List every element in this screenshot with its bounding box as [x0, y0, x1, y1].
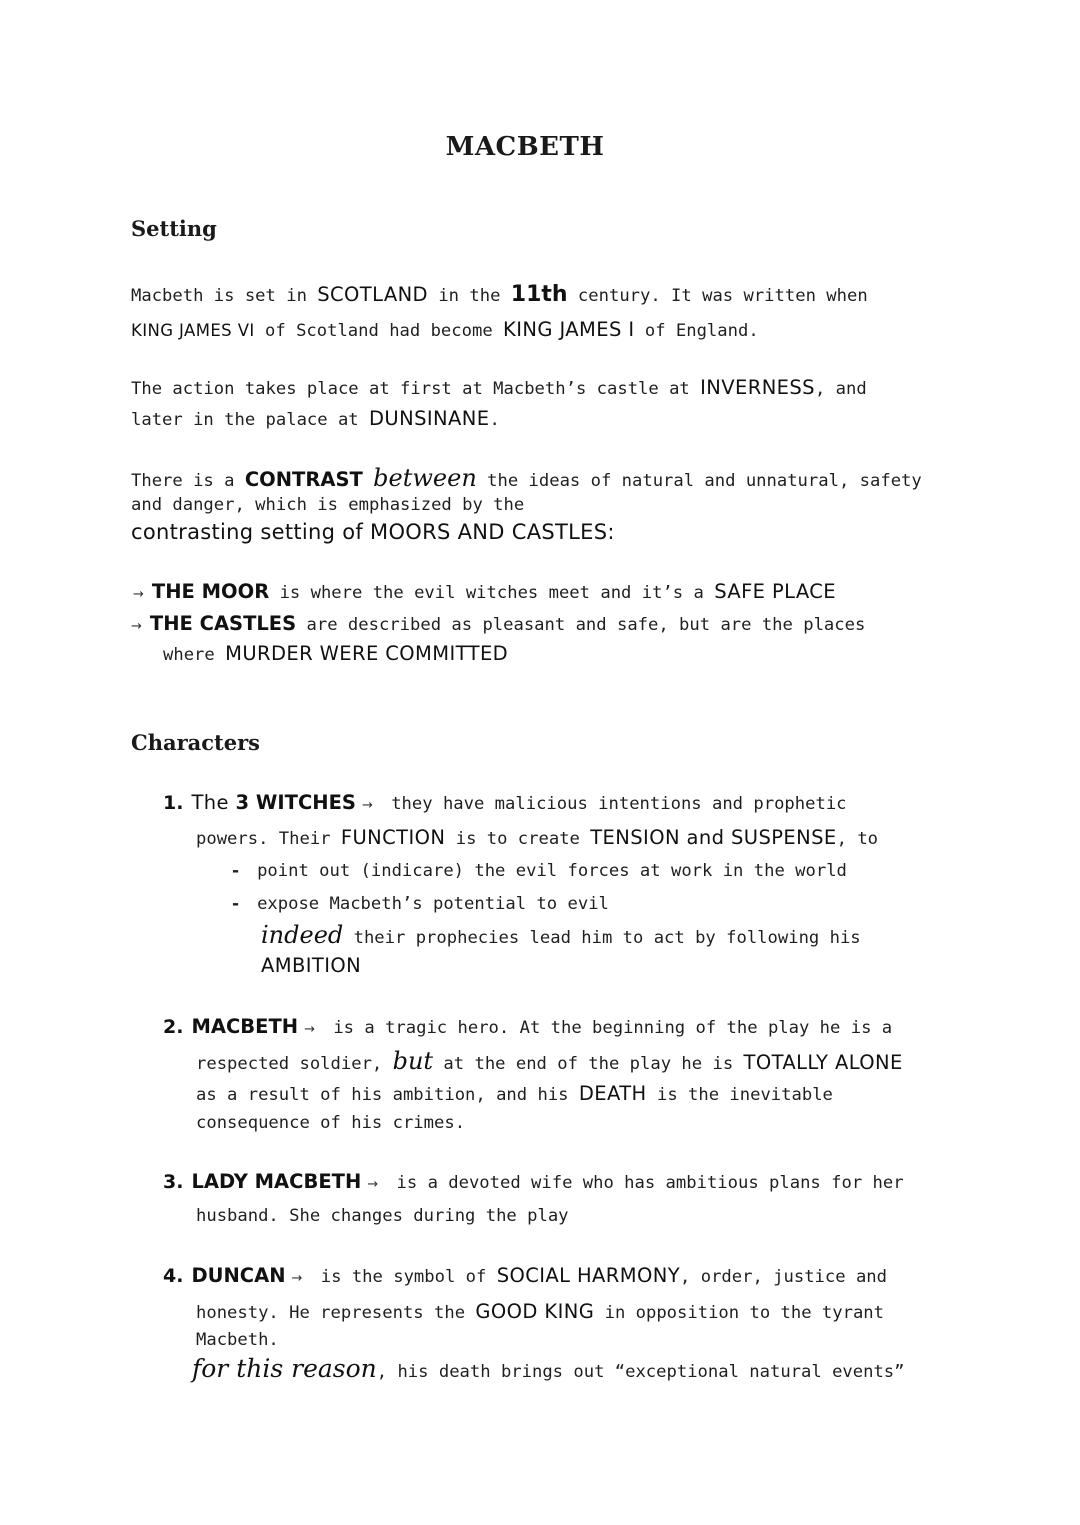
- text: of England.: [634, 321, 759, 341]
- text: in the: [427, 286, 511, 306]
- text: powers. Their: [196, 829, 341, 849]
- list-number: 4.: [163, 1265, 184, 1287]
- keyword-function: FUNCTION: [340, 826, 446, 849]
- character-duncan-line-3: [196, 1330, 279, 1350]
- text: where: [163, 645, 226, 665]
- handwritten-but: but: [392, 1047, 434, 1075]
- character-duncan-line-2: [196, 1300, 884, 1323]
- character-witches-sub-1: [232, 861, 847, 881]
- text: is a tragic hero. At the beginning of the play he is a: [322, 1018, 893, 1038]
- text: The: [191, 791, 236, 814]
- character-witches-sub-2: [232, 894, 609, 914]
- page-title: MACBETH: [445, 132, 605, 162]
- dash-bullet: -: [232, 894, 240, 914]
- text: There is a: [131, 471, 245, 491]
- text: the ideas of natural and unnatural, safety: [476, 471, 922, 491]
- keyword-king-james-vi: KING JAMES VI: [131, 321, 255, 340]
- text: are described as pleasant and safe, but are the places: [296, 615, 866, 635]
- text: , to: [836, 829, 879, 849]
- keyword-murder: MURDER WERE COMMITTED: [225, 642, 509, 665]
- setting-bullet-castles: [125, 612, 865, 635]
- keyword-ambition: AMBITION: [261, 954, 362, 977]
- setting-paragraph-1-line-2: [131, 318, 759, 341]
- character-witches-line-2: [196, 826, 878, 849]
- keyword-inverness: INVERNESS: [700, 376, 815, 399]
- list-number: 3.: [163, 1171, 184, 1193]
- character-witches-line-1: [163, 791, 847, 814]
- keyword-death: DEATH: [578, 1082, 647, 1105]
- setting-paragraph-3-line-3: [131, 520, 615, 544]
- handwritten-contrasting-setting: contrasting setting of MOORS AND CASTLES:: [131, 520, 615, 544]
- setting-paragraph-2-line-1: [131, 376, 867, 399]
- text: , and: [814, 379, 867, 399]
- keyword-lady-macbeth: LADY MACBETH: [191, 1170, 362, 1193]
- text: of Scotland had become: [254, 321, 504, 341]
- character-witches-sub-3-line-2: [261, 954, 361, 977]
- setting-bullet-moor: [127, 580, 836, 603]
- text: consequence of his crimes.: [196, 1113, 466, 1133]
- setting-heading: Setting: [131, 216, 217, 241]
- keyword-safe-place: SAFE PLACE: [714, 580, 837, 603]
- arrow-icon: →: [291, 1271, 303, 1286]
- keyword-dunsinane: DUNSINANE: [369, 407, 490, 430]
- keyword-macbeth: MACBETH: [191, 1015, 299, 1038]
- text: later in the palace at: [131, 410, 369, 430]
- text: respected soldier,: [196, 1054, 393, 1074]
- keyword-good-king: GOOD KING: [475, 1300, 595, 1323]
- handwritten-between: between: [373, 464, 477, 492]
- text: is where the evil witches meet and it’s a: [269, 583, 715, 603]
- text: honesty. He represents the: [196, 1303, 476, 1323]
- character-macbeth-line-4: [196, 1113, 465, 1133]
- text: is the inevitable: [646, 1085, 833, 1105]
- text: point out (indicare) the evil forces at work in the world: [257, 861, 847, 881]
- keyword-century: 11th: [510, 282, 568, 307]
- text: Macbeth is set in: [131, 286, 318, 306]
- setting-paragraph-3-line-1: [131, 464, 922, 492]
- handwritten-for-this-reason: for this reason: [192, 1354, 377, 1383]
- text: is the symbol of: [310, 1267, 497, 1287]
- keyword-the-castles: THE CASTLES: [149, 612, 297, 635]
- text: at the end of the play he is: [433, 1054, 744, 1074]
- arrow-icon: →: [131, 619, 142, 634]
- text: as a result of his ambition, and his: [196, 1085, 579, 1105]
- keyword-3-witches: 3 WITCHES: [235, 791, 356, 814]
- keyword-scotland: SCOTLAND: [317, 283, 428, 306]
- character-macbeth-line-3: [196, 1082, 833, 1105]
- keyword-duncan: DUNCAN: [191, 1264, 286, 1287]
- keyword-contrast: CONTRAST: [244, 468, 363, 491]
- keyword-king-james-i: KING JAMES I: [503, 318, 635, 341]
- text: and danger, which is emphasized by the: [131, 495, 525, 515]
- keyword-social-harmony: SOCIAL HARMONY: [496, 1264, 681, 1287]
- handwritten-indeed: indeed: [261, 921, 344, 949]
- text: in opposition to the tyrant: [594, 1303, 884, 1323]
- list-number: 1.: [163, 792, 184, 814]
- character-lady-macbeth-line-1: [163, 1170, 904, 1193]
- setting-bullet-castles-line-2: [163, 642, 508, 665]
- text: their prophecies lead him to act by following his: [343, 928, 861, 948]
- character-lady-macbeth-line-2: [196, 1206, 569, 1226]
- text: , his death brings out “exceptional natural events”: [376, 1362, 905, 1382]
- character-macbeth-line-2: [196, 1047, 903, 1075]
- text: The action takes place at first at Macbeth’s castle at: [131, 379, 701, 399]
- arrow-icon: →: [304, 1022, 315, 1037]
- arrow-icon: →: [133, 587, 144, 602]
- list-number: 2.: [163, 1016, 184, 1038]
- text: , order, justice and: [680, 1267, 887, 1287]
- keyword-the-moor: THE MOOR: [151, 580, 270, 603]
- text: .: [489, 410, 500, 430]
- text: is to create: [445, 829, 591, 849]
- character-duncan-line-1: [163, 1264, 887, 1287]
- text: husband. She changes during the play: [196, 1206, 569, 1226]
- text: they have malicious intentions and prophetic: [380, 794, 847, 814]
- setting-paragraph-1-line-1: [131, 282, 868, 307]
- arrow-icon: →: [361, 798, 373, 813]
- text: Macbeth.: [196, 1330, 279, 1350]
- keyword-totally-alone: TOTALLY ALONE: [743, 1051, 903, 1074]
- arrow-icon: →: [367, 1177, 379, 1192]
- text: expose Macbeth’s potential to evil: [257, 894, 609, 914]
- setting-paragraph-3-line-2: [131, 495, 524, 515]
- keyword-tension-suspense: TENSION and SUSPENSE: [590, 826, 837, 849]
- text: is a devoted wife who has ambitious plans for her: [386, 1173, 904, 1193]
- characters-heading: Characters: [131, 730, 260, 755]
- dash-bullet: -: [232, 861, 240, 881]
- text: century. It was written when: [567, 286, 868, 306]
- character-macbeth-line-1: [163, 1015, 892, 1038]
- setting-paragraph-2-line-2: [131, 407, 500, 430]
- character-witches-sub-3: [261, 921, 861, 949]
- character-duncan-line-4: [192, 1354, 905, 1383]
